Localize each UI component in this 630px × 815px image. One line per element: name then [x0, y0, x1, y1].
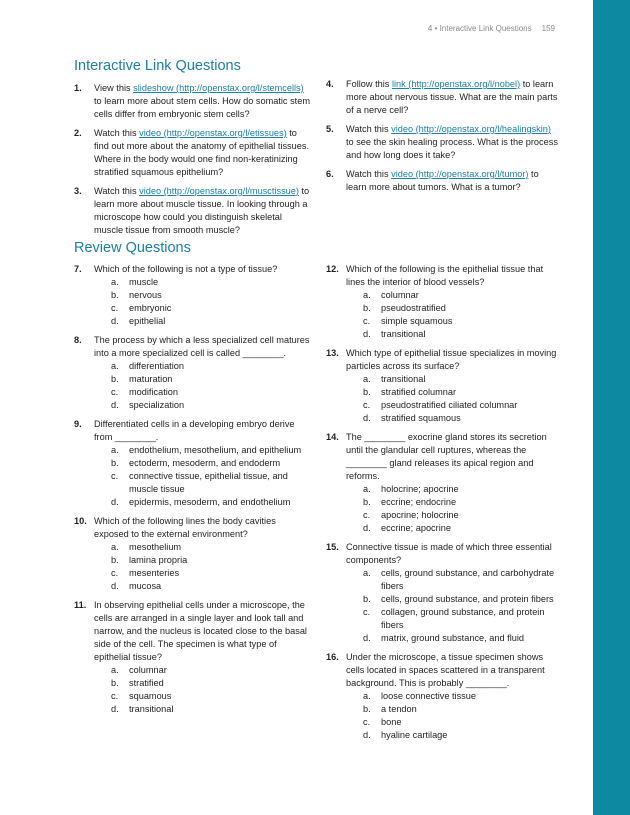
- answer-option: [363, 289, 558, 302]
- option-text: muscle: [129, 277, 159, 287]
- answer-option: [363, 716, 558, 729]
- option-text: cells, ground substance, and carbohydrate fibers: [381, 568, 555, 591]
- review-question: [326, 651, 558, 742]
- resource-link[interactable]: link (http://openstax.org/l/nobel): [391, 79, 521, 89]
- question-number: 1.: [74, 83, 82, 93]
- running-head: [428, 24, 555, 33]
- option-text: mucosa: [129, 581, 162, 591]
- review-question: [326, 431, 558, 535]
- resource-link[interactable]: video (http://openstax.org/l/musctissue): [139, 186, 299, 196]
- option-text: stratified columnar: [381, 387, 457, 397]
- option-letter: d.: [363, 730, 371, 740]
- option-letter: d.: [111, 581, 119, 591]
- answer-option: [111, 457, 310, 470]
- option-text: loose connective tissue: [381, 691, 476, 701]
- option-text: mesothelium: [129, 542, 182, 552]
- question-number: 2.: [74, 128, 82, 138]
- interactive-question: [74, 185, 310, 237]
- interactive-question: [326, 78, 558, 117]
- answer-option: [111, 289, 310, 302]
- option-letter: c.: [111, 387, 119, 397]
- review-column-right: [326, 263, 558, 748]
- option-letter: b.: [363, 594, 371, 604]
- answer-options: [94, 444, 310, 509]
- answer-option: [363, 593, 558, 606]
- option-letter: c.: [111, 471, 119, 481]
- answer-option: [111, 315, 310, 328]
- answer-options: [94, 664, 310, 716]
- option-letter: d.: [363, 329, 371, 339]
- answer-options: [346, 483, 558, 535]
- question-text: Which of the following lines the body cavities exposed to the external environment?: [94, 516, 276, 539]
- interactive-question: [326, 168, 558, 194]
- answer-option: [111, 386, 310, 399]
- option-text: pseudostratified: [381, 303, 446, 313]
- answer-option: [363, 483, 558, 496]
- resource-link[interactable]: video (http://openstax.org/l/healingskin): [391, 124, 551, 134]
- question-number: 3.: [74, 186, 82, 196]
- option-letter: c.: [363, 316, 371, 326]
- answer-option: [363, 567, 558, 593]
- question-number: 13.: [326, 348, 339, 358]
- answer-option: [111, 360, 310, 373]
- interactive-question: [326, 123, 558, 162]
- option-letter: a.: [363, 374, 371, 384]
- option-text: cells, ground substance, and protein fibers: [381, 594, 554, 604]
- question-text: Differentiated cells in a developing embryo derive from ________.: [94, 419, 295, 442]
- option-letter: a.: [111, 445, 119, 455]
- question-text: Watch this video (http://openstax.org/l/healingskin) to see the skin healing process. What is the process and how long does it take?: [346, 124, 558, 160]
- answer-option: [111, 444, 310, 457]
- answer-options: [94, 276, 310, 328]
- question-number: 15.: [326, 542, 339, 552]
- review-question: [326, 541, 558, 645]
- option-text: hyaline cartilage: [381, 730, 448, 740]
- answer-option: [363, 509, 558, 522]
- option-text: transitional: [381, 329, 426, 339]
- option-text: mesenteries: [129, 568, 180, 578]
- option-text: nervous: [129, 290, 162, 300]
- interactive-question: [74, 82, 310, 121]
- question-text: The ________ exocrine gland stores its secretion until the glandular cell ruptures, whereas the ________ gland releases its apical region and reforms.: [346, 432, 547, 481]
- answer-option: [363, 690, 558, 703]
- option-letter: c.: [111, 303, 119, 313]
- option-text: specialization: [129, 400, 185, 410]
- review-question: [74, 599, 310, 716]
- question-number: 4.: [326, 79, 334, 89]
- interactive-question: [74, 127, 310, 179]
- answer-option: [363, 729, 558, 742]
- review-title: Review Questions: [74, 240, 191, 256]
- option-letter: d.: [111, 704, 119, 714]
- resource-link[interactable]: video (http://openstax.org/l/tumor): [391, 169, 529, 179]
- option-letter: a.: [363, 290, 371, 300]
- option-letter: d.: [111, 497, 119, 507]
- review-question: [326, 347, 558, 425]
- option-letter: b.: [111, 290, 119, 300]
- option-text: connective tissue, epithelial tissue, and muscle tissue: [129, 471, 288, 494]
- question-number: 10.: [74, 516, 87, 526]
- option-letter: d.: [363, 413, 371, 423]
- question-text: Under the microscope, a tissue specimen shows cells located in spaces scattered in a transparent background. This is probably ________.: [346, 652, 545, 688]
- option-text: modification: [129, 387, 179, 397]
- answer-option: [363, 399, 558, 412]
- question-text: The process by which a less specialized cell matures into a more specialized cell is called ________.: [94, 335, 310, 358]
- answer-option: [363, 386, 558, 399]
- option-letter: b.: [363, 497, 371, 507]
- option-letter: c.: [111, 568, 119, 578]
- option-text: ectoderm, mesoderm, and endoderm: [129, 458, 281, 468]
- option-text: squamous: [129, 691, 172, 701]
- question-text: Which of the following is the epithelial tissue that lines the interior of blood vessels?: [346, 264, 544, 287]
- question-number: 9.: [74, 419, 82, 429]
- option-text: bone: [381, 717, 402, 727]
- answer-options: [346, 690, 558, 742]
- answer-option: [111, 567, 310, 580]
- page-number: 159: [541, 24, 555, 33]
- option-text: epithelial: [129, 316, 166, 326]
- option-letter: a.: [363, 484, 371, 494]
- review-question: [74, 334, 310, 412]
- option-text: eccrine; apocrine: [381, 523, 451, 533]
- option-letter: b.: [111, 678, 119, 688]
- option-letter: b.: [363, 387, 371, 397]
- question-text: View this slideshow (http://openstax.org/l/stemcells) to learn more about stem cells. How do somatic stem cells differ from embryonic stem cells?: [94, 83, 310, 119]
- question-number: 12.: [326, 264, 339, 274]
- answer-option: [363, 496, 558, 509]
- option-letter: d.: [111, 316, 119, 326]
- option-text: a tendon: [381, 704, 417, 714]
- option-text: embryonic: [129, 303, 172, 313]
- question-text: Which of the following is not a type of tissue?: [94, 264, 278, 274]
- answer-option: [111, 690, 310, 703]
- question-number: 6.: [326, 169, 334, 179]
- option-text: endothelium, mesothelium, and epithelium: [129, 445, 302, 455]
- option-letter: c.: [111, 691, 119, 701]
- option-letter: d.: [363, 633, 371, 643]
- question-text: Connective tissue is made of which three essential components?: [346, 542, 552, 565]
- answer-option: [363, 315, 558, 328]
- option-letter: a.: [111, 542, 119, 552]
- answer-option: [111, 302, 310, 315]
- answer-option: [111, 677, 310, 690]
- interactive-column-right: [326, 78, 558, 200]
- question-number: 5.: [326, 124, 334, 134]
- question-text: Which type of epithelial tissue specializes in moving particles across its surface?: [346, 348, 557, 371]
- page-edge-bar: [593, 0, 630, 815]
- answer-options: [346, 373, 558, 425]
- answer-option: [111, 541, 310, 554]
- question-number: 7.: [74, 264, 82, 274]
- option-text: apocrine; holocrine: [381, 510, 459, 520]
- review-question: [74, 418, 310, 509]
- question-number: 11.: [74, 600, 87, 610]
- option-letter: b.: [111, 374, 119, 384]
- option-letter: d.: [111, 400, 119, 410]
- interactive-title: Interactive Link Questions: [74, 58, 241, 74]
- option-text: maturation: [129, 374, 173, 384]
- answer-options: [346, 567, 558, 645]
- option-letter: a.: [111, 665, 119, 675]
- answer-option: [111, 496, 310, 509]
- option-letter: a.: [363, 691, 371, 701]
- review-question: [74, 515, 310, 593]
- answer-option: [111, 276, 310, 289]
- question-text: Follow this link (http://openstax.org/l/nobel) to learn more about nervous tissue. What are the main parts of a nerve cell?: [346, 79, 558, 115]
- option-letter: b.: [363, 704, 371, 714]
- option-letter: c.: [363, 607, 371, 617]
- option-letter: b.: [111, 555, 119, 565]
- answer-option: [363, 302, 558, 315]
- option-text: eccrine; endocrine: [381, 497, 457, 507]
- answer-option: [363, 412, 558, 425]
- interactive-column-left: [74, 82, 310, 243]
- question-text: Watch this video (http://openstax.org/l/tumor) to learn more about tumors. What is a tumor?: [346, 169, 539, 192]
- resource-link[interactable]: slideshow (http://openstax.org/l/stemcells): [133, 83, 304, 93]
- answer-options: [94, 541, 310, 593]
- option-text: transitional: [129, 704, 174, 714]
- answer-option: [111, 470, 310, 496]
- question-number: 14.: [326, 432, 339, 442]
- option-text: transitional: [381, 374, 426, 384]
- answer-option: [111, 664, 310, 677]
- review-column-left: [74, 263, 310, 722]
- option-letter: c.: [363, 400, 371, 410]
- question-text: Watch this video (http://openstax.org/l/musctissue) to learn more about muscle tissue. In looking through a microscope how could you distinguish skeletal muscle tissue from smooth muscle?: [94, 186, 310, 235]
- answer-option: [363, 522, 558, 535]
- review-question: [326, 263, 558, 341]
- option-letter: a.: [363, 568, 371, 578]
- answer-option: [363, 606, 558, 632]
- answer-option: [363, 373, 558, 386]
- answer-option: [111, 373, 310, 386]
- answer-option: [111, 703, 310, 716]
- option-text: columnar: [129, 665, 167, 675]
- question-text: Watch this video (http://openstax.org/l/etissues) to find out more about the anatomy of epithelial tissues. Where in the body would one find non-keratinizing stratified squamous epithelium?: [94, 128, 310, 177]
- option-letter: d.: [363, 523, 371, 533]
- option-text: epidermis, mesoderm, and endothelium: [129, 497, 291, 507]
- option-letter: b.: [111, 458, 119, 468]
- chapter-label: 4 • Interactive Link Questions: [427, 24, 532, 33]
- option-text: holocrine; apocrine: [381, 484, 459, 494]
- option-text: stratified: [129, 678, 164, 688]
- option-letter: a.: [111, 361, 119, 371]
- option-letter: b.: [363, 303, 371, 313]
- option-text: stratified squamous: [381, 413, 461, 423]
- option-text: columnar: [381, 290, 419, 300]
- question-number: 8.: [74, 335, 82, 345]
- review-question: [74, 263, 310, 328]
- option-letter: a.: [111, 277, 119, 287]
- option-text: pseudostratified ciliated columnar: [381, 400, 518, 410]
- question-number: 16.: [326, 652, 339, 662]
- option-text: matrix, ground substance, and fluid: [381, 633, 524, 643]
- option-letter: c.: [363, 510, 371, 520]
- option-text: simple squamous: [381, 316, 453, 326]
- resource-link[interactable]: video (http://openstax.org/l/etissues): [139, 128, 287, 138]
- option-text: collagen, ground substance, and protein fibers: [381, 607, 545, 630]
- option-text: lamina propria: [129, 555, 188, 565]
- question-text: In observing epithelial cells under a microscope, the cells are arranged in a single layer and look tall and narrow, and the nucleus is located close to the basal side of the cell. The specimen is what type of epithelial tissue?: [94, 600, 307, 662]
- answer-option: [111, 399, 310, 412]
- answer-options: [94, 360, 310, 412]
- answer-option: [111, 554, 310, 567]
- option-letter: c.: [363, 717, 371, 727]
- answer-options: [346, 289, 558, 341]
- answer-option: [363, 703, 558, 716]
- answer-option: [111, 580, 310, 593]
- answer-option: [363, 632, 558, 645]
- answer-option: [363, 328, 558, 341]
- option-text: differentiation: [129, 361, 184, 371]
